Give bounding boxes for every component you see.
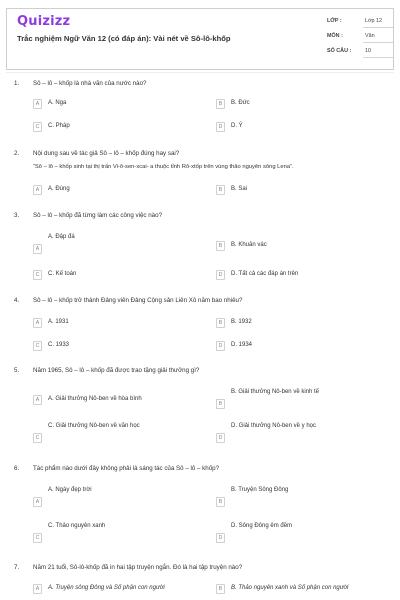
option-text: B. Giải thưởng Nô-ben về kinh tế <box>231 389 319 395</box>
option-text: D. Ý <box>231 123 243 129</box>
option-text: B. Đức <box>231 100 250 106</box>
option-text: A. Đập đá <box>48 234 75 240</box>
option-text: C. Giải thưởng Nô-ben về văn học <box>48 423 140 429</box>
option-text: C. Thảo nguyên xanh <box>48 523 106 529</box>
option-text: A. Giải thưởng Nô-ben về hòa bình <box>48 396 142 402</box>
question-text: Sô – lô – khốp là nhà văn của nước nào? <box>33 80 147 87</box>
option-letter-box: C <box>33 122 42 132</box>
class-value: Lớp 12 <box>365 18 383 24</box>
option-letter-box: A <box>33 185 42 195</box>
option-letter-box: A <box>33 584 42 594</box>
class-underline <box>363 27 393 28</box>
option-text: A. Truyện sông Đông và Số phận con người <box>48 585 165 591</box>
question-number: 5. <box>14 367 20 374</box>
option-letter-box: A <box>33 244 42 254</box>
option-letter-box: D <box>216 270 225 280</box>
option-letter-box: B <box>216 399 225 409</box>
option-text: A. Đúng <box>48 186 70 192</box>
option-letter-box: D <box>216 122 225 132</box>
option-letter-box: B <box>216 185 225 195</box>
option-letter-box: A <box>33 395 42 405</box>
class-label: LỚP : <box>327 18 342 24</box>
option-letter-box: B <box>216 497 225 507</box>
question-number: 3. <box>14 212 20 219</box>
option-text: B. Khuân vác <box>231 242 267 248</box>
question-text: Năm 1965, Sô – lô – khốp đã được trao tặng giải thưởng gì? <box>33 367 200 374</box>
option-letter-box: C <box>33 533 42 543</box>
option-letter-box: D <box>216 533 225 543</box>
option-letter-box: A <box>33 318 42 328</box>
question-number: 6. <box>14 465 20 472</box>
question-text: Sô – lô – khốp trở thành Đảng viên Đảng Cộng sản Liên Xô năm bao nhiêu? <box>33 297 243 304</box>
question-text: Năm 21 tuổi, Sô-lô-khốp đã in hai tập truyện ngắn. Đó là hai tập truyện nào? <box>33 564 243 571</box>
subject-row <box>327 33 393 43</box>
subject-label: MÔN : <box>327 33 343 39</box>
option-text: B. 1932 <box>231 319 252 325</box>
option-text: A. Ngày đẹp trời <box>48 487 92 493</box>
option-letter-box: B <box>216 318 225 328</box>
option-text: C. Pháp <box>48 123 70 129</box>
option-text: B. Thảo nguyên xanh và Số phận con người <box>231 585 349 591</box>
option-text: D. Sông Đông êm đềm <box>231 523 293 529</box>
question-number: 7. <box>14 564 20 571</box>
option-text: A. Nga <box>48 100 67 106</box>
header-divider <box>6 72 394 73</box>
count-underline <box>363 57 393 58</box>
option-text: C. 1933 <box>48 342 70 348</box>
option-letter-box: B <box>216 584 225 594</box>
count-value: 10 <box>365 48 371 54</box>
worksheet-title: Trắc nghiệm Ngữ Văn 12 (có đáp án): Vài nét về Sô-lô-khốp <box>17 34 231 43</box>
option-letter-box: C <box>33 270 42 280</box>
question-text: Tác phẩm nào dưới đây không phải là sáng tác của Sô – lô – khốp? <box>33 465 220 472</box>
question-text: Nội dung sau về tác giả Sô – lô – khốp đúng hay sai? <box>33 150 180 157</box>
option-text: A. 1931 <box>48 319 69 325</box>
question-quote: “Sô – lô – khốp sinh tại thị trấn Vi-ô-sen-xcai- a thuộc tỉnh Rô-xtốp trên vùng thảo nguyên sông Lena”. <box>33 164 294 170</box>
option-letter-box: D <box>216 433 225 443</box>
option-text: D. Tất cả các đáp án trên <box>231 271 299 277</box>
option-text: D. 1934 <box>231 342 253 348</box>
subject-value: Văn <box>365 33 375 39</box>
option-letter-box: B <box>216 241 225 251</box>
option-text: B. Truyện Sông Đông <box>231 487 289 493</box>
count-row <box>327 48 393 58</box>
count-label: SỐ CÂU : <box>327 48 352 54</box>
option-text: C. Kế toán <box>48 271 77 277</box>
option-letter-box: B <box>216 99 225 109</box>
option-text: D. Giải thưởng Nô-ben về y học <box>231 423 316 429</box>
option-letter-box: A <box>33 497 42 507</box>
class-row <box>327 18 393 28</box>
worksheet-header <box>6 8 394 70</box>
option-text: B. Sai <box>231 186 248 192</box>
question-text: Sô – lô – khốp đã từng làm các công việc nào? <box>33 212 163 219</box>
question-number: 4. <box>14 297 20 304</box>
question-number: 1. <box>14 80 20 87</box>
option-letter-box: A <box>33 99 42 109</box>
option-letter-box: C <box>33 341 42 351</box>
option-letter-box: C <box>33 433 42 443</box>
subject-underline <box>363 42 393 43</box>
question-number: 2. <box>14 150 20 157</box>
option-letter-box: D <box>216 341 225 351</box>
quizizz-logo: Quizizz <box>17 14 71 29</box>
